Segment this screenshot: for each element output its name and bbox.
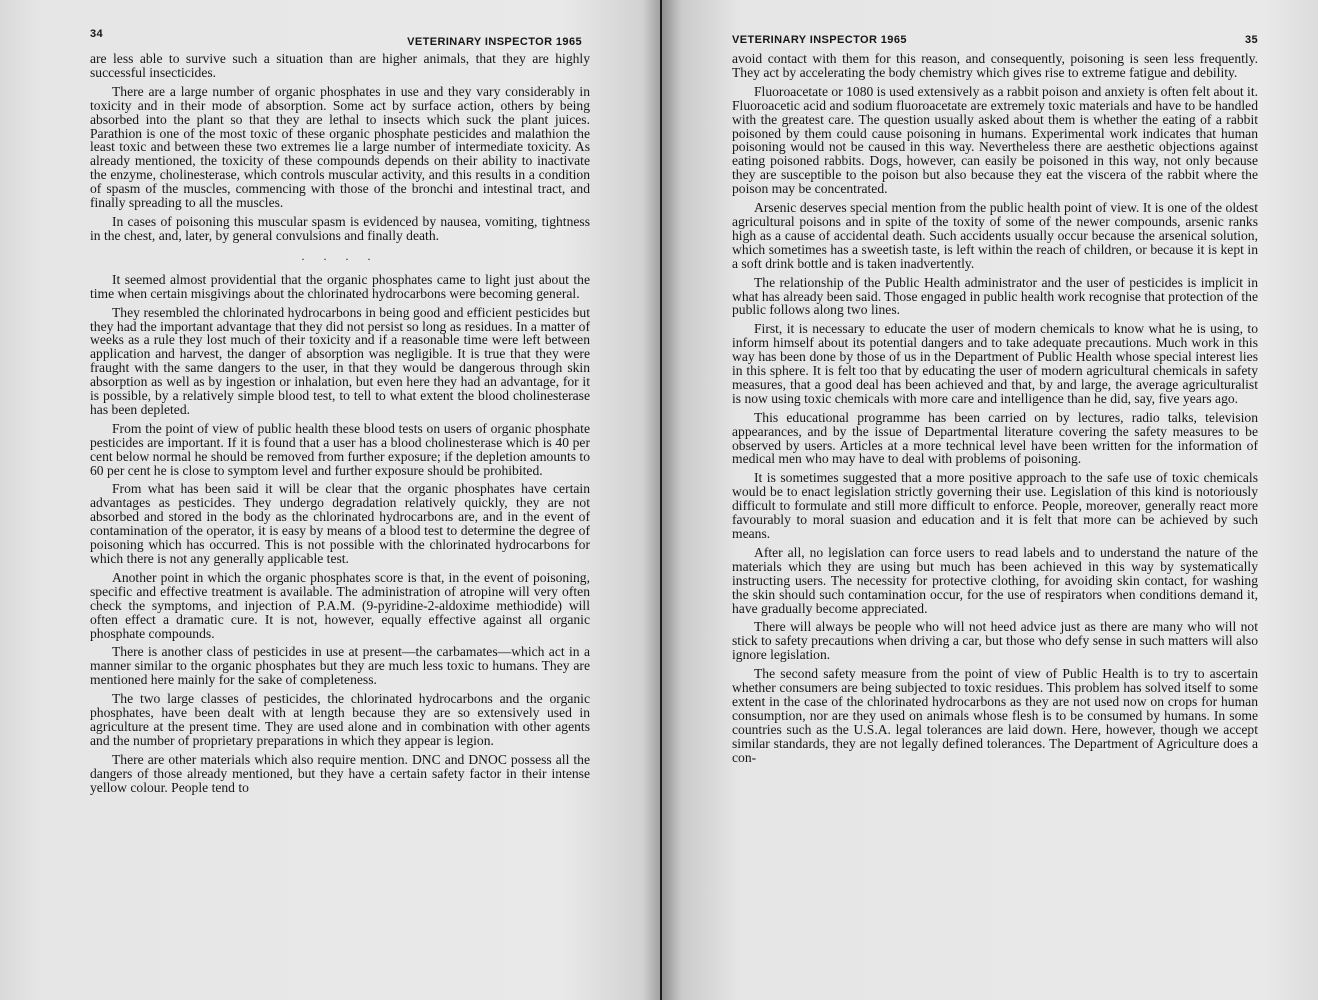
paragraph: It seemed almost providential that the organic phosphates came to light just about the time when certain misgivings about the chlorinated hydrocarbons were becoming general. — [90, 271, 590, 301]
section-break: . . . . — [301, 248, 379, 263]
right-body-text — [732, 52, 1258, 765]
right-page — [662, 0, 1318, 1000]
paragraph: avoid contact with them for this reason, and consequently, poisoning is seen less frequently. They act by accelerating the body chemistry which gives rise to extreme fatigue and debility. — [732, 51, 1258, 80]
paragraph: From what has been said it will be clear that the organic phosphates have certain advantages as pesticides. They undergo degradation relatively quickly, they are not absorbed and stored in the body as the chlorinated hydrocarbons are, and in the event of contamination of the operator, it is easy by means of a blood test to determine the degree of poisoning which has occurred. This is not possible with the chlorinated hydrocarbons for which there is not any generally applicable test. — [90, 481, 590, 566]
left-body-text — [90, 52, 590, 795]
paragraph: There will always be people who will not heed advice just as there are many who will not stick to safety precautions when driving a car, but those who defy sense in such matters will also ignore legislation. — [732, 619, 1258, 663]
right-running-title: VETERINARY INSPECTOR 1965 — [732, 34, 907, 46]
paragraph: Fluoroacetate or 1080 is used extensively as a rabbit poison and anxiety is often felt about it. Fluoroacetic acid and sodium fluoroacetate are extremely toxic materials and have to be handled with the greatest care. The question usually asked about them is whether the eating of a rabbit poisoned by them could cause poisoning in humans. Experimental work indicates that human poisoning would not be caused in this way. Nevertheless there are aesthetic objections against eating poisoned rabbits. Dogs, however, can easily be poisoned in this way, not only because they are susceptible to the poison but also because they eat the viscera of the rabbit where the poison may be concentrated. — [732, 83, 1258, 197]
right-running-head — [732, 24, 1258, 52]
paragraph: First, it is necessary to educate the user of modern chemicals to know what he is using, to inform himself about its potential dangers and to take adequate precautions. Much work in this way has been done by those of us in the Department of Public Health whose special interest lies in this sphere. It is felt too that by educating the user of modern agricultural chemicals in safety measures, that a good deal has been achieved and that, by and large, the average agriculturalist is now using toxic chemicals with more care and intelligence than he did, say, five years ago. — [732, 321, 1258, 406]
paragraph: The second safety measure from the point of view of Public Health is to try to ascertain whether consumers are being subjected to toxic residues. This problem has solved itself to some extent in the case of the chlorinated hydrocarbons as they are not used now on crops for human consumption, nor are they used on animals whose flesh is to be consumed by humans. In some countries such as the U.S.A. legal tolerances are laid down. Here, however, though we accept similar standards, they are not legally defined tolerances. The Department of Agriculture does a con- — [732, 666, 1258, 765]
paragraph: This educational programme has been carried on by lectures, radio talks, television appearances, and by the issue of Departmental literature covering the safety measures to be observed by users. Articles at a more technical level have been written for the information of medical men who may have to deal with problems of poisoning. — [732, 409, 1258, 467]
paragraph: The relationship of the Public Health administrator and the user of pesticides is implicit in what has already been said. Those engaged in public health work recognise that protection of the public follows along two lines. — [732, 274, 1258, 318]
left-running-head — [90, 24, 590, 52]
paragraph: Another point in which the organic phosphates score is that, in the event of poisoning, specific and effective treatment is available. The administration of atropine will very often check the symptoms, and injection of P.A.M. (9-pyridine-2-aldoxime methiodide) will often effect a dramatic cure. It is not, however, equally effective against all organic phosphate compounds. — [90, 569, 590, 641]
paragraph: The two large classes of pesticides, the chlorinated hydrocarbons and the organic phosphates, have been dealt with at length because they are so extensively used in agriculture at the present time. They are used alone and in combination with other agents and the number of proprietary preparations in which they appear is legion. — [90, 691, 590, 748]
paragraph: There are other materials which also require mention. DNC and DNOC possess all the dangers of those already mentioned, but they have a certain safety factor in their intense yellow colour. People tend to — [90, 751, 590, 795]
paragraph: It is sometimes suggested that a more positive approach to the safe use of toxic chemicals would be to enact legislation strictly governing their use. Legislation of this kind is notoriously difficult to formulate and still more difficult to enforce. People, moreover, generally react more favourably to moral suasion and education and it is felt that more can be achieved by such means. — [732, 470, 1258, 541]
right-page-number: 35 — [1244, 34, 1258, 46]
paragraph: In cases of poisoning this muscular spasm is evidenced by nausea, vomiting, tightness in the chest, and, later, by general convulsions and finally death. — [90, 213, 590, 243]
paragraph: There is another class of pesticides in use at present—the carbamates—which act in a manner similar to the organic phosphates but they are much less toxic to humans. They are mentioned here mainly for the sake of completeness. — [90, 644, 590, 688]
left-running-title: VETERINARY INSPECTOR 1965 — [407, 36, 582, 48]
paragraph: Arsenic deserves special mention from the public health point of view. It is one of the oldest agricultural poisons and in spite of the toxity of some of the newer compounds, arsenic ranks high as a cause of accidental death. Such accidents usually occur because the arsenical solution, which sometimes has a sweetish taste, is left within the reach of children, or because it is kept in a soft drink bottle and is taken inadvertently. — [732, 200, 1258, 271]
paragraph: From the point of view of public health these blood tests on users of organic phosphate pesticides are important. If it is found that a user has a blood cholinesterase which is 40 per cent below normal he should be removed from further exposure; if the depletion amounts to 60 per cent he is close to symptom level and further exposure should be prohibited. — [90, 420, 590, 478]
left-page-number: 34 — [90, 28, 104, 40]
paragraph: They resembled the chlorinated hydrocarbons in being good and efficient pesticides but they had the important advantage that they did not persist so long as residues. In a matter of weeks as a rule they lost much of their toxicity and if a reasonable time were left between application and harvest, the danger of absorption was negligible. It is true that they were fraught with the same dangers to the user, in that they would be dangerous through skin absorption as well as by ingestion or inhalation, but even here they had an advantage, for it is possible, by a relatively simple blood test, to tell to what extent the blood cholinesterase has been depleted. — [90, 304, 590, 417]
paragraph: There are a large number of organic phosphates in use and they vary considerably in toxicity and in their mode of absorption. Some act by surface action, others by being absorbed into the plant so that they are lethal to insects which suck the plant juices. Parathion is one of the most toxic of these organic phosphate pesticides and malathion the least toxic and between these two extremes lie a large number of intermediate toxicity. As already mentioned, the toxicity of these compounds depends on their ability to inactivate the enzyme, cholinesterase, which controls muscular activity, and this results in a condition of spasm of the muscles, commencing with those of the bronchi and intestinal tract, and finally spreading to all the muscles. — [90, 83, 590, 211]
paragraph: After all, no legislation can force users to read labels and to understand the nature of the materials which they are using but much has been achieved in this way by systematically instructing users. The necessity for protective clothing, for avoiding skin contact, for washing the skin should such contamination occur, for the use of respirators when conditions demand it, have gradually become appreciated. — [732, 544, 1258, 616]
paragraph: are less able to survive such a situation than are higher animals, that they are highly successful insecticides. — [90, 51, 590, 80]
